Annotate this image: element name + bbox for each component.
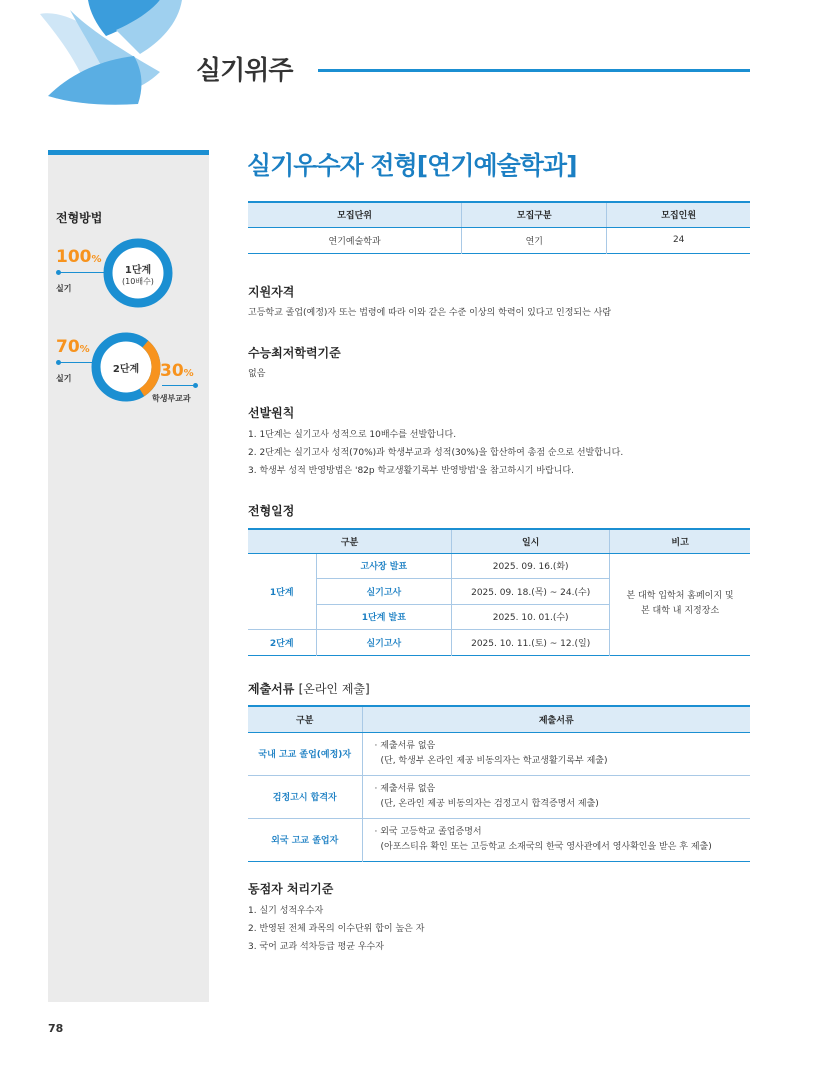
stage1-cell: 1단계 bbox=[248, 553, 316, 630]
document-line: · 제출서류 없음 bbox=[374, 783, 436, 794]
schedule-table bbox=[248, 528, 750, 656]
stage2-left-label: 실기 bbox=[56, 374, 72, 383]
stage1-ring-title: 1단계 bbox=[124, 265, 152, 276]
stage2-cell: 2단계 bbox=[269, 638, 294, 649]
header-quota: 모집인원 bbox=[607, 202, 750, 227]
document-line: (단, 온라인 제공 비동의자는 검정고시 합격증명서 제출) bbox=[380, 798, 599, 809]
page-number: 78 bbox=[48, 1022, 64, 1035]
header-unit: 모집단위 bbox=[248, 202, 462, 227]
schedule-date: 2025. 10. 11.(토) ~ 12.(일) bbox=[452, 630, 610, 656]
list-item: 1. 실기 성적우수자 bbox=[248, 906, 324, 916]
header-datetime: 일시 bbox=[452, 529, 610, 553]
decorative-x-logo bbox=[30, 0, 190, 110]
recruitment-table bbox=[248, 201, 750, 254]
schedule-date: 2025. 09. 18.(목) ~ 24.(수) bbox=[452, 579, 610, 605]
sidebar-panel bbox=[48, 150, 209, 1002]
header-divider bbox=[318, 69, 750, 72]
schedule-note-line: 본 대학 입학처 홈페이지 및 bbox=[626, 591, 734, 601]
selection-list bbox=[248, 426, 623, 480]
stage1-ring-subtitle: (10배수) bbox=[122, 277, 154, 286]
schedule-heading: 전형일정 bbox=[248, 504, 295, 518]
csat-heading: 수능최저학력기준 bbox=[248, 346, 341, 360]
document-category: 검정고시 합격자 bbox=[248, 775, 362, 818]
list-item: 3. 국어 교과 석차등급 평균 우수자 bbox=[248, 942, 384, 952]
schedule-date: 2025. 09. 16.(화) bbox=[452, 553, 610, 579]
document-description bbox=[362, 818, 750, 861]
schedule-date: 2025. 10. 01.(수) bbox=[452, 604, 610, 630]
cell-category: 연기 bbox=[462, 227, 607, 253]
table-row bbox=[248, 818, 750, 861]
cell-quota: 24 bbox=[607, 227, 750, 253]
header-category: 모집구분 bbox=[462, 202, 607, 227]
stage2-ring-title: 2단계 bbox=[112, 364, 140, 375]
documents-heading-suffix: [온라인 제출] bbox=[298, 682, 370, 696]
table-header-row bbox=[248, 202, 750, 227]
stage1-leader-line bbox=[58, 272, 106, 273]
schedule-item: 실기고사 bbox=[316, 579, 452, 605]
documents-table bbox=[248, 705, 750, 862]
documents-heading bbox=[248, 680, 370, 697]
stage2-right-label: 학생부교과 bbox=[152, 394, 191, 403]
section-title: 실기위주 bbox=[196, 56, 293, 86]
table-row bbox=[248, 775, 750, 818]
header-division: 구분 bbox=[248, 529, 452, 553]
schedule-item: 고사장 발표 bbox=[316, 553, 452, 579]
stage2-left-leader-dot bbox=[56, 360, 61, 365]
document-category: 외국 고교 졸업자 bbox=[271, 836, 339, 846]
stage1-percent: 100% bbox=[56, 247, 102, 267]
admission-title: 실기우수자 전형[연기예술학과] bbox=[247, 151, 577, 180]
table-header-row bbox=[248, 706, 750, 732]
header-note: 비고 bbox=[610, 529, 750, 553]
schedule-item: 실기고사 bbox=[316, 630, 452, 656]
stage2-right-percent: 30% bbox=[160, 361, 194, 381]
cell-unit: 연기예술학과 bbox=[328, 236, 381, 247]
table-row bbox=[248, 227, 750, 253]
stage2-right-leader-dot bbox=[193, 383, 198, 388]
table-row bbox=[248, 553, 750, 579]
document-line: (단, 학생부 온라인 제공 비동의자는 학교생활기록부 제출) bbox=[380, 755, 608, 766]
schedule-note bbox=[610, 553, 750, 655]
stage2-left-percent: 70% bbox=[56, 337, 90, 357]
header-division: 구분 bbox=[248, 706, 362, 732]
schedule-item: 1단계 발표 bbox=[316, 604, 452, 630]
document-description bbox=[362, 732, 750, 775]
list-item: 1. 1단계는 실기고사 성적으로 10배수를 선발합니다. bbox=[248, 430, 457, 440]
document-line: (아포스티유 확인 또는 고등학교 소재국의 한국 영사관에서 영사확인을 받은 후 제출) bbox=[380, 841, 712, 852]
document-category: 국내 고교 졸업(예정)자 bbox=[248, 732, 362, 775]
sidebar-title: 전형방법 bbox=[56, 211, 103, 225]
stage1-leader-dot bbox=[56, 270, 61, 275]
document-line: · 외국 고등학교 졸업증명서 bbox=[374, 826, 482, 837]
tiebreak-heading: 동점자 처리기준 bbox=[248, 882, 334, 896]
selection-heading: 선발원칙 bbox=[248, 406, 295, 420]
header-documents: 제출서류 bbox=[362, 706, 750, 732]
document-line: · 제출서류 없음 bbox=[374, 740, 436, 751]
schedule-note-line: 본 대학 내 지정장소 bbox=[641, 606, 720, 616]
tiebreak-list bbox=[248, 902, 424, 956]
documents-heading-text: 제출서류 bbox=[248, 682, 295, 696]
document-description bbox=[362, 775, 750, 818]
list-item: 2. 반영된 전체 과목의 이수단위 합이 높은 자 bbox=[248, 924, 425, 934]
eligibility-heading: 지원자격 bbox=[248, 285, 295, 299]
stage2-right-leader-line bbox=[162, 385, 196, 386]
table-row bbox=[248, 732, 750, 775]
eligibility-text: 고등학교 졸업(예정)자 또는 법령에 따라 이와 같은 수준 이상의 학력이 있다고 인정되는 사람 bbox=[248, 308, 612, 318]
table-header-row bbox=[248, 529, 750, 553]
stage1-percent-label: 실기 bbox=[56, 284, 72, 293]
csat-text: 없음 bbox=[248, 369, 266, 379]
list-item: 3. 학생부 성적 반영방법은 '82p 학교생활기록부 반영방법'을 참고하시기 바랍니다. bbox=[248, 466, 574, 476]
list-item: 2. 2단계는 실기고사 성적(70%)과 학생부교과 성적(30%)을 합산하여 총점 순으로 선발합니다. bbox=[248, 448, 624, 458]
